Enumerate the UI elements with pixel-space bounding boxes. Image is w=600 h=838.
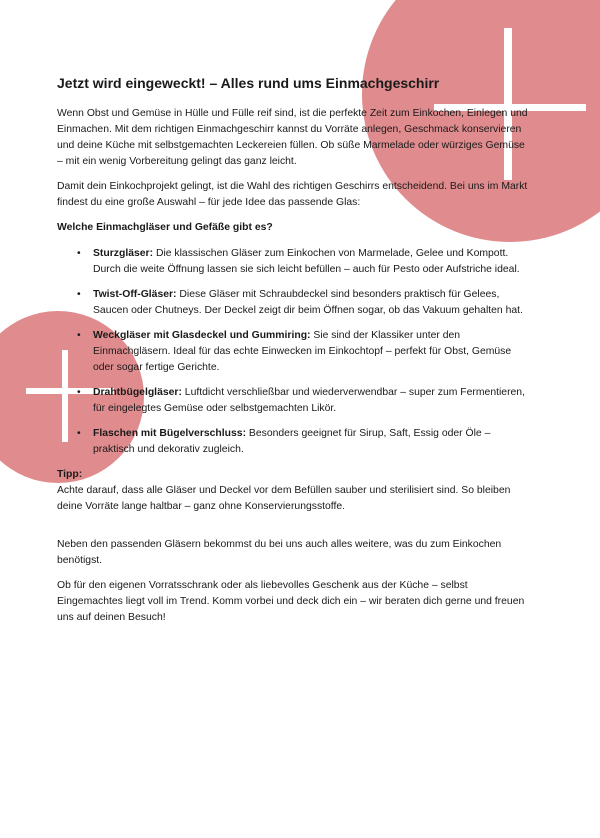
document-body <box>57 74 529 635</box>
tip-heading: Tipp: <box>57 469 83 480</box>
intro-paragraph: Wenn Obst und Gemüse in Hülle und Fülle reif sind, ist die perfekte Zeit zum Einkochen, Einlegen und Einmachen. Mit dem richtigen Einmachgeschirr kannst du Vorräte anlegen, Geschmack konservieren und deine Küche mit selbstgemachten Leckereien füllen. Ob süße Marmelade oder würziges Gemüse – mit ein wenig Vorbereitung gelingt das ganz leicht. <box>57 108 528 167</box>
item-text: Die klassischen Gläser zum Einkochen von Marmelade, Gelee und Kompott. Durch die weite Öffnung lassen sie sich leicht befüllen – auch für Pesto oder Aufstriche ideal. <box>93 248 520 275</box>
page-title: Jetzt wird eingeweckt! – Alles rund ums Einmachgeschirr <box>57 75 440 91</box>
item-text: Sie sind der Klassiker unter den Einmachgläsern. Ideal für das echte Einwecken im Einkochtopf – perfekt für Obst, Gemüse oder sogar fertige Gerichte. <box>93 330 512 373</box>
list-item <box>57 328 529 376</box>
item-term: Twist-Off-Gläser: <box>93 289 177 300</box>
item-text: Diese Gläser mit Schraubdeckel sind besonders praktisch für Gelees, Saucen oder Chutneys. Der Deckel zeigt dir beim Öffnen sogar, ob das Vakuum gehalten hat. <box>93 289 523 316</box>
bullet: • <box>77 248 81 259</box>
list-item <box>57 426 529 458</box>
outro-paragraph-2: Ob für den eigenen Vorratsschrank oder als liebevolles Geschenk aus der Küche – selbst Eingemachtes liegt voll im Trend. Komm vorbei und deck dich ein – wir beraten dich gerne und freuen uns auf deinen Besuch! <box>57 580 525 623</box>
list-item <box>57 246 529 278</box>
item-term: Weckgläser mit Glasdeckel und Gummiring: <box>93 330 311 341</box>
jar-types-list <box>57 246 529 458</box>
item-term: Drahtbügelgläser: <box>93 387 182 398</box>
outro-paragraph: Neben den passenden Gläsern bekommst du bei uns auch alles weitere, was du zum Einkochen benötigst. <box>57 539 502 566</box>
tip-paragraph: Achte darauf, dass alle Gläser und Deckel vor dem Befüllen sauber und sterilisiert sind. So bleiben deine Vorräte lange haltbar – ganz ohne Konservierungsstoffe. <box>57 485 511 512</box>
list-item <box>57 287 529 319</box>
item-text: Besonders geeignet für Sirup, Saft, Essig oder Öle – praktisch und dekorativ zugleich. <box>93 428 491 455</box>
bullet: • <box>77 289 81 300</box>
item-term: Flaschen mit Bügelverschluss: <box>93 428 247 439</box>
item-term: Sturzgläser: <box>93 248 154 259</box>
intro-paragraph-2: Damit dein Einkochprojekt gelingt, ist die Wahl des richtigen Geschirrs entscheidend. Bei uns im Markt findest du eine große Auswahl – für jede Idee das passende Glas: <box>57 181 528 208</box>
section-heading: Welche Einmachgläser und Gefäße gibt es? <box>57 222 273 233</box>
bullet: • <box>77 330 81 341</box>
item-text: Luftdicht verschließbar und wiederverwendbar – super zum Fermentieren, für eingelegtes Gemüse oder selbstgemachten Likör. <box>93 387 525 414</box>
bullet: • <box>77 387 81 398</box>
bullet: • <box>77 428 81 439</box>
list-item <box>57 385 529 417</box>
